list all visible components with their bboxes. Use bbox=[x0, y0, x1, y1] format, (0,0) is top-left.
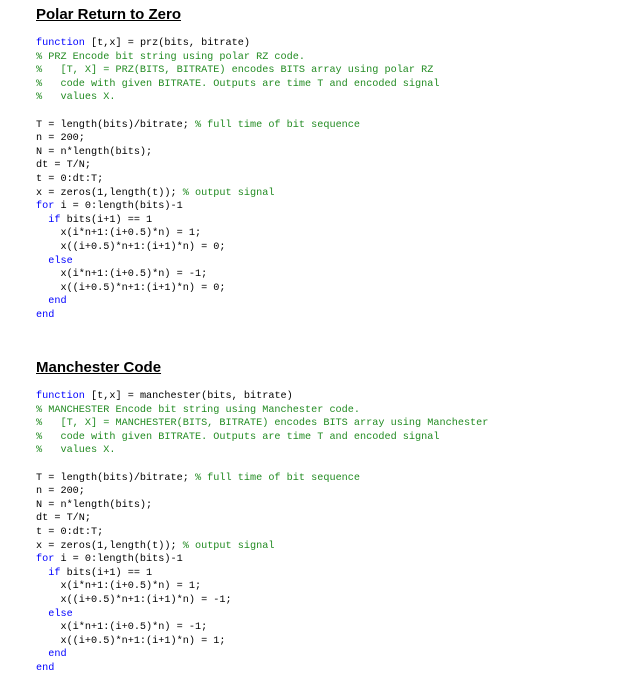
code-line bbox=[36, 580, 488, 594]
code-line bbox=[36, 187, 440, 201]
code-comment: % output signal bbox=[182, 540, 275, 552]
section-title-manchester: Manchester Code bbox=[36, 359, 162, 376]
code-text: T = length(bits)/bitrate; bbox=[36, 119, 195, 131]
code-block-polar-rz bbox=[36, 37, 440, 322]
code-text bbox=[36, 609, 48, 620]
code-line bbox=[36, 255, 440, 269]
code-line bbox=[36, 404, 488, 418]
code-line bbox=[36, 227, 440, 241]
code-keyword: function bbox=[36, 391, 85, 402]
code-text bbox=[36, 215, 48, 226]
code-line bbox=[36, 78, 440, 92]
code-text: x(i*n+1:(i+0.5)*n) = -1; bbox=[36, 622, 208, 634]
code-line bbox=[36, 159, 440, 173]
code-text: i = 0:length(bits)-1 bbox=[54, 201, 183, 213]
code-line bbox=[36, 51, 440, 65]
code-text bbox=[36, 568, 48, 579]
code-text: x = zeros(1,length(t)); bbox=[36, 187, 183, 199]
code-keyword: if bbox=[48, 214, 61, 226]
code-comment: % code with given BITRATE. Outputs are time T and encoded signal bbox=[36, 78, 440, 90]
code-comment: % values X. bbox=[36, 445, 116, 457]
code-text: x(i*n+1:(i+0.5)*n) = 1; bbox=[36, 581, 202, 593]
code-line bbox=[36, 526, 488, 540]
code-line bbox=[36, 173, 440, 187]
code-line bbox=[36, 64, 440, 78]
code-line bbox=[36, 499, 488, 513]
code-text: x(i*n+1:(i+0.5)*n) = 1; bbox=[36, 228, 202, 240]
code-line bbox=[36, 105, 440, 119]
code-line bbox=[36, 635, 488, 649]
code-line bbox=[36, 472, 488, 486]
code-line bbox=[36, 282, 440, 296]
code-comment: % [T, X] = PRZ(BITS, BITRATE) encodes BITS array using polar RZ bbox=[36, 65, 434, 77]
code-text: n = 200; bbox=[36, 133, 85, 145]
code-text: x((i+0.5)*n+1:(i+1)*n) = -1; bbox=[36, 594, 232, 606]
code-comment: % [T, X] = MANCHESTER(BITS, BITRATE) encodes BITS array using Manchester bbox=[36, 418, 489, 430]
code-text: x((i+0.5)*n+1:(i+1)*n) = 0; bbox=[36, 241, 226, 253]
code-line bbox=[36, 621, 488, 635]
code-line bbox=[36, 444, 488, 458]
code-text: dt = T/N; bbox=[36, 160, 92, 172]
code-text: t = 0:dt:T; bbox=[36, 173, 104, 185]
code-line bbox=[36, 132, 440, 146]
code-line bbox=[36, 417, 488, 431]
code-line bbox=[36, 214, 440, 228]
code-text: T = length(bits)/bitrate; bbox=[36, 472, 195, 484]
code-keyword: else bbox=[48, 255, 73, 267]
code-line bbox=[36, 309, 440, 323]
code-comment: % values X. bbox=[36, 92, 116, 104]
code-block-manchester bbox=[36, 390, 488, 675]
code-line bbox=[36, 146, 440, 160]
code-text bbox=[36, 256, 48, 267]
code-line bbox=[36, 553, 488, 567]
code-comment: % MANCHESTER Encode bit string using Manchester code. bbox=[36, 404, 361, 416]
code-line bbox=[36, 608, 488, 622]
code-line bbox=[36, 119, 440, 133]
code-keyword: if bbox=[48, 567, 61, 579]
code-text: N = n*length(bits); bbox=[36, 146, 153, 158]
code-keyword: end bbox=[36, 309, 55, 321]
code-text: bits(i+1) == 1 bbox=[60, 214, 153, 226]
code-text: [t,x] = manchester(bits, bitrate) bbox=[84, 391, 293, 402]
code-keyword: function bbox=[36, 38, 85, 49]
code-line bbox=[36, 540, 488, 554]
code-line bbox=[36, 567, 488, 581]
code-text: x = zeros(1,length(t)); bbox=[36, 540, 183, 552]
code-line bbox=[36, 594, 488, 608]
code-comment: % full time of bit sequence bbox=[194, 472, 361, 484]
code-line bbox=[36, 37, 440, 51]
code-line bbox=[36, 512, 488, 526]
code-comment: % code with given BITRATE. Outputs are time T and encoded signal bbox=[36, 431, 440, 443]
code-line bbox=[36, 241, 440, 255]
code-text bbox=[36, 649, 48, 660]
code-comment: % output signal bbox=[182, 187, 275, 199]
code-text: i = 0:length(bits)-1 bbox=[54, 554, 183, 566]
code-line bbox=[36, 295, 440, 309]
code-text: x(i*n+1:(i+0.5)*n) = -1; bbox=[36, 269, 208, 281]
code-keyword: end bbox=[48, 296, 67, 308]
section-title-polar-rz: Polar Return to Zero bbox=[36, 6, 182, 23]
code-comment: % full time of bit sequence bbox=[194, 119, 361, 131]
code-text: x((i+0.5)*n+1:(i+1)*n) = 0; bbox=[36, 282, 226, 294]
code-line bbox=[36, 268, 440, 282]
code-text: x((i+0.5)*n+1:(i+1)*n) = 1; bbox=[36, 635, 226, 647]
code-keyword: end bbox=[48, 649, 67, 661]
code-text: bits(i+1) == 1 bbox=[60, 567, 153, 579]
code-comment: % PRZ Encode bit string using polar RZ code. bbox=[36, 51, 305, 63]
code-text: N = n*length(bits); bbox=[36, 499, 153, 511]
code-text: n = 200; bbox=[36, 486, 85, 498]
code-keyword: end bbox=[36, 662, 55, 674]
code-text bbox=[36, 296, 48, 307]
code-text: dt = T/N; bbox=[36, 513, 92, 525]
code-keyword: for bbox=[36, 201, 55, 213]
code-line bbox=[36, 648, 488, 662]
code-text: t = 0:dt:T; bbox=[36, 526, 104, 538]
code-keyword: else bbox=[48, 608, 73, 620]
code-keyword: for bbox=[36, 554, 55, 566]
code-line bbox=[36, 200, 440, 214]
code-text: [t,x] = prz(bits, bitrate) bbox=[84, 38, 250, 49]
code-line bbox=[36, 662, 488, 676]
code-line bbox=[36, 485, 488, 499]
code-line bbox=[36, 91, 440, 105]
code-line bbox=[36, 458, 488, 472]
code-line bbox=[36, 431, 488, 445]
code-line bbox=[36, 390, 488, 404]
